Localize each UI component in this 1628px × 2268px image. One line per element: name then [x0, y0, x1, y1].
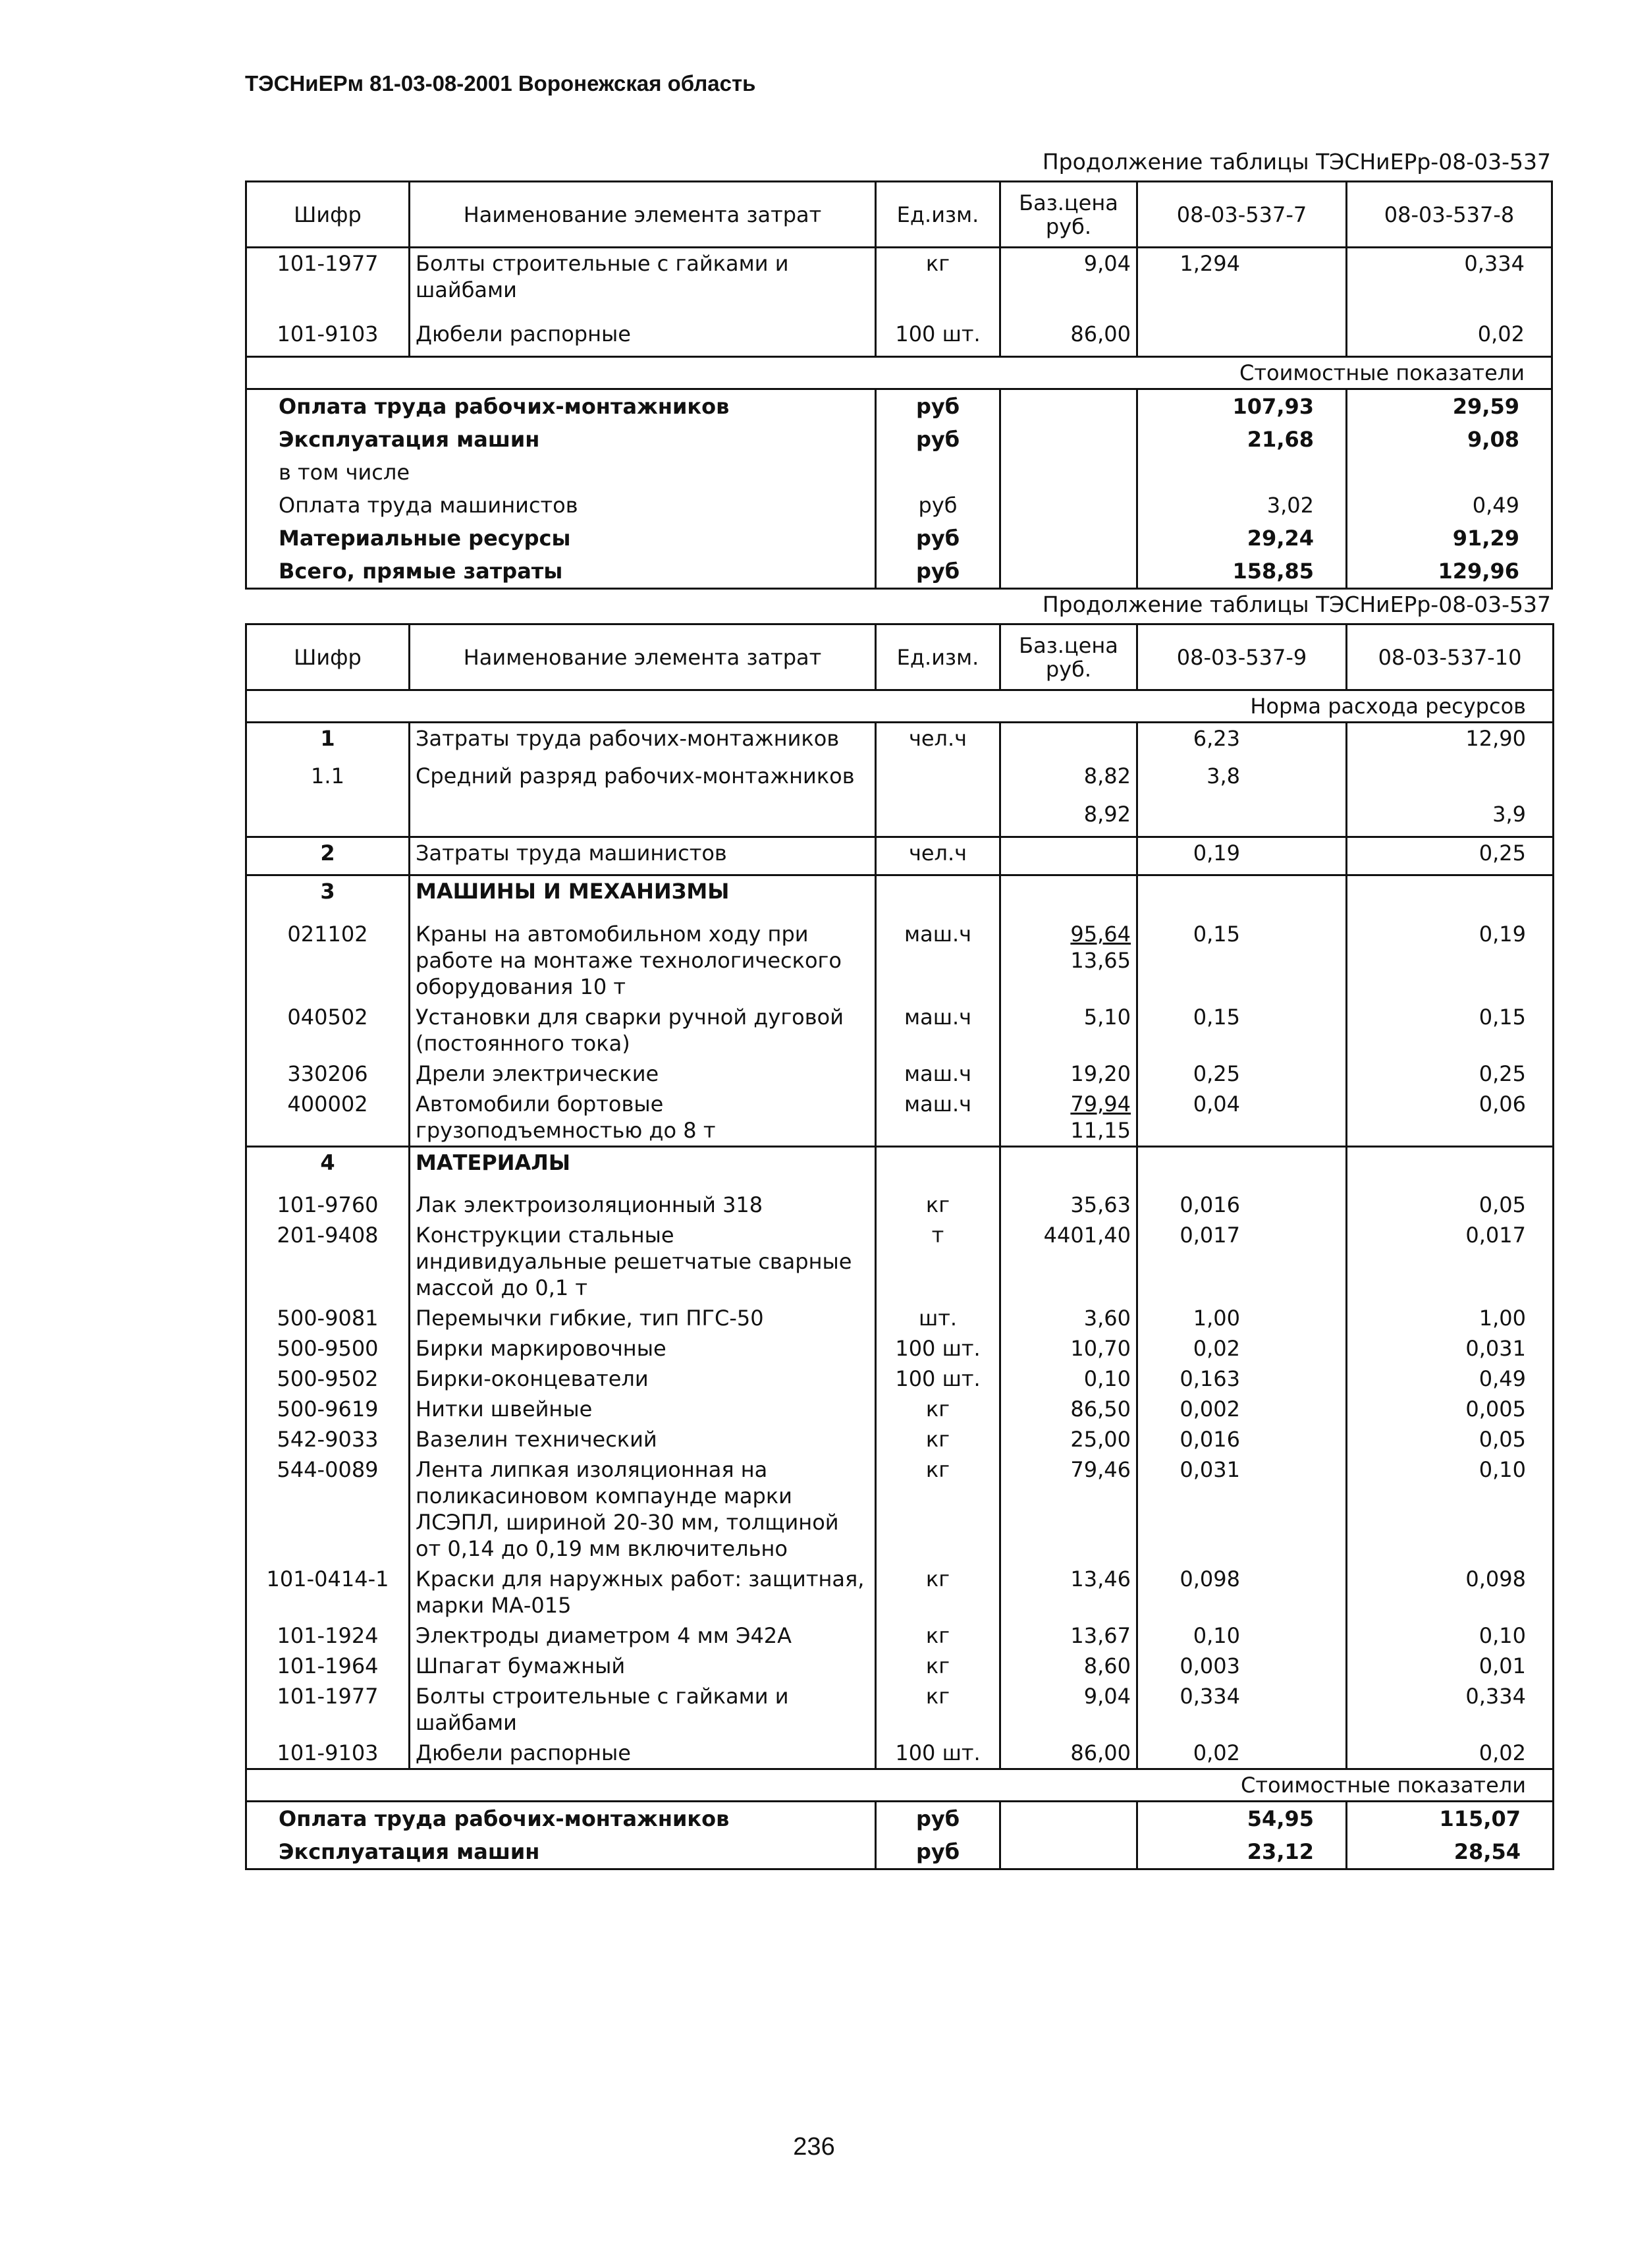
item-name: Шпагат бумажный — [410, 1651, 876, 1681]
header-col-10: 08-03-537-10 — [1347, 624, 1554, 690]
item-value-b: 0,06 — [1347, 1089, 1554, 1147]
item-name: Краны на автомобильном ходу при работе на монтаже технологического оборудования 10 т — [410, 919, 876, 1002]
item-value-b: 0,19 — [1347, 919, 1554, 1002]
item-unit: кг — [876, 1564, 1000, 1620]
section-price — [1000, 1146, 1137, 1190]
item-price: 9,04 — [1000, 1681, 1137, 1738]
summary-price — [1000, 1802, 1137, 1836]
header-col-9: 08-03-537-9 — [1137, 624, 1347, 690]
header-code: Шифр — [246, 182, 410, 248]
item-price: 10,70 — [1000, 1333, 1137, 1364]
item-code: 101-1964 — [246, 1651, 410, 1681]
table-row — [246, 1424, 1554, 1454]
summary-value-a: 3,02 — [1137, 489, 1347, 522]
header-code: Шифр — [246, 624, 410, 690]
item-price: 0,10 — [1000, 1364, 1137, 1394]
section-band-row — [246, 690, 1554, 723]
item-price: 8,92 — [1000, 799, 1137, 837]
table2 — [245, 623, 1554, 1870]
item-value-b: 0,15 — [1347, 1002, 1554, 1059]
summary-value-b: 28,54 — [1347, 1835, 1554, 1869]
item-price: 13,46 — [1000, 1564, 1137, 1620]
section-band-row — [246, 357, 1552, 389]
item-unit: шт. — [876, 1303, 1000, 1333]
item-value-a: 6,23 — [1137, 723, 1347, 761]
item-code: 021102 — [246, 919, 410, 1002]
summary-value-b: 0,49 — [1347, 489, 1552, 522]
item-unit: кг — [876, 1424, 1000, 1454]
item-code: 201-9408 — [246, 1220, 410, 1303]
table-row — [246, 1454, 1554, 1564]
item-value-a: 0,098 — [1137, 1564, 1347, 1620]
item-price-value: 5,10 — [1083, 1004, 1131, 1030]
item-name: Нитки швейные — [410, 1394, 876, 1424]
item-price: 25,00 — [1000, 1424, 1137, 1454]
section-header-row — [246, 875, 1554, 919]
item-name: Бирки маркировочные — [410, 1333, 876, 1364]
item-unit: т — [876, 1220, 1000, 1303]
item-value-b: 0,334 — [1347, 248, 1552, 319]
item-price-driver-wage: 13,65 — [1070, 947, 1131, 973]
section-value-a — [1137, 875, 1347, 919]
summary-value-b: 9,08 — [1347, 423, 1552, 456]
summary-unit: руб — [876, 1802, 1000, 1836]
item-value-b: 0,49 — [1347, 1364, 1554, 1394]
section-value-a — [1137, 1146, 1347, 1190]
summary-unit: руб — [876, 555, 1000, 589]
item-unit — [876, 799, 1000, 837]
section-value-b — [1347, 875, 1554, 919]
item-unit: кг — [876, 1620, 1000, 1651]
item-name — [410, 799, 876, 837]
table-row — [246, 1333, 1554, 1364]
summary-value-a: 158,85 — [1137, 555, 1347, 589]
document-header: ТЭСНиЕРм 81-03-08-2001 Воронежская область — [245, 71, 756, 96]
item-price-value: 95,64 — [1070, 921, 1131, 947]
summary-label: Оплата труда рабочих-монтажников — [246, 389, 876, 424]
summary-label: Оплата труда машинистов — [246, 489, 876, 522]
item-code: 400002 — [246, 1089, 410, 1147]
section-number: 4 — [246, 1146, 410, 1190]
item-value-a: 0,02 — [1137, 1333, 1347, 1364]
item-code: 101-0414-1 — [246, 1564, 410, 1620]
summary-label: Всего, прямые затраты — [246, 555, 876, 589]
summary-value-a: 21,68 — [1137, 423, 1347, 456]
table1 — [245, 180, 1553, 590]
table-row — [246, 761, 1554, 799]
item-value-a: 1,294 — [1137, 248, 1347, 319]
item-unit: кг — [876, 1681, 1000, 1738]
item-code: 542-9033 — [246, 1424, 410, 1454]
item-unit: маш.ч — [876, 1089, 1000, 1147]
summary-price — [1000, 423, 1137, 456]
item-value-a: 1,00 — [1137, 1303, 1347, 1333]
summary-value-a: 29,24 — [1137, 522, 1347, 555]
item-code: 500-9500 — [246, 1333, 410, 1364]
table-row — [246, 1002, 1554, 1059]
item-value-b: 0,05 — [1347, 1190, 1554, 1220]
item-unit: кг — [876, 1190, 1000, 1220]
summary-value-b: 115,07 — [1347, 1802, 1554, 1836]
item-name: Перемычки гибкие, тип ПГС-50 — [410, 1303, 876, 1333]
item-value-b: 3,9 — [1347, 799, 1554, 837]
item-name: Дюбели распорные — [410, 1738, 876, 1769]
table-row — [246, 1059, 1554, 1089]
item-unit: чел.ч — [876, 837, 1000, 875]
item-code: 101-1977 — [246, 248, 410, 319]
item-name: Краски для наружных работ: защитная, марки МА-015 — [410, 1564, 876, 1620]
item-value-a — [1137, 319, 1347, 357]
table-row — [246, 1651, 1554, 1681]
section-band-label: Стоимостные показатели — [246, 1769, 1554, 1802]
item-value-a: 0,002 — [1137, 1394, 1347, 1424]
item-value-a: 0,25 — [1137, 1059, 1347, 1089]
item-price: 35,63 — [1000, 1190, 1137, 1220]
summary-row — [246, 423, 1552, 456]
item-code: 500-9081 — [246, 1303, 410, 1333]
item-price-driver-wage: 11,15 — [1070, 1117, 1131, 1143]
item-code: 101-9103 — [246, 1738, 410, 1769]
item-price: 8,60 — [1000, 1651, 1137, 1681]
item-name: Болты строительные с гайками и шайбами — [410, 248, 876, 319]
item-price: 79,46 — [1000, 1454, 1137, 1564]
summary-row — [246, 389, 1552, 424]
item-price — [1000, 1059, 1137, 1089]
item-value-a: 0,02 — [1137, 1738, 1347, 1769]
item-price: 9,04 — [1000, 248, 1137, 319]
item-value-b: 0,334 — [1347, 1681, 1554, 1738]
item-code: 2 — [246, 837, 410, 875]
item-value-b: 0,02 — [1347, 319, 1552, 357]
item-name: Электроды диаметром 4 мм Э42А — [410, 1620, 876, 1651]
summary-value-a: 54,95 — [1137, 1802, 1347, 1836]
item-value-a: 0,017 — [1137, 1220, 1347, 1303]
item-value-a: 0,04 — [1137, 1089, 1347, 1147]
item-value-a: 0,19 — [1137, 837, 1347, 875]
table-row — [246, 1738, 1554, 1769]
summary-unit — [876, 456, 1000, 489]
summary-unit: руб — [876, 1835, 1000, 1869]
summary-price — [1000, 522, 1137, 555]
table-row — [246, 1220, 1554, 1303]
header-unit: Ед.изм. — [876, 624, 1000, 690]
summary-unit: руб — [876, 423, 1000, 456]
table-row — [246, 319, 1552, 357]
item-value-b: 0,05 — [1347, 1424, 1554, 1454]
item-value-b: 0,01 — [1347, 1651, 1554, 1681]
item-unit: кг — [876, 1394, 1000, 1424]
item-price: 13,67 — [1000, 1620, 1137, 1651]
item-name: Затраты труда рабочих-монтажников — [410, 723, 876, 761]
item-code — [246, 799, 410, 837]
summary-unit: руб — [876, 489, 1000, 522]
table-row — [246, 248, 1552, 319]
item-name: Конструкции стальные индивидуальные решетчатые сварные массой до 0,1 т — [410, 1220, 876, 1303]
summary-value-b: 129,96 — [1347, 555, 1552, 589]
page-number: 236 — [793, 2133, 835, 2161]
item-unit — [876, 761, 1000, 799]
summary-row — [246, 522, 1552, 555]
item-price — [1000, 1002, 1137, 1059]
table-row — [246, 1364, 1554, 1394]
table-row — [246, 723, 1554, 761]
section-number: 3 — [246, 875, 410, 919]
item-value-b: 0,10 — [1347, 1620, 1554, 1651]
item-name: Болты строительные с гайками и шайбами — [410, 1681, 876, 1738]
item-name: Дюбели распорные — [410, 319, 876, 357]
table2-caption: Продолжение таблицы ТЭСНиЕРр-08-03-537 — [1042, 592, 1551, 617]
summary-label: Эксплуатация машин — [246, 1835, 876, 1869]
table-row — [246, 1564, 1554, 1620]
section-title: МАШИНЫ И МЕХАНИЗМЫ — [410, 875, 876, 919]
item-value-b: 1,00 — [1347, 1303, 1554, 1333]
summary-unit: руб — [876, 389, 1000, 424]
item-name: Вазелин технический — [410, 1424, 876, 1454]
item-unit: кг — [876, 1651, 1000, 1681]
item-code: 500-9502 — [246, 1364, 410, 1394]
section-title: МАТЕРИАЛЫ — [410, 1146, 876, 1190]
section-unit — [876, 875, 1000, 919]
item-price: 4401,40 — [1000, 1220, 1137, 1303]
summary-value-b: 29,59 — [1347, 389, 1552, 424]
table-row — [246, 1089, 1554, 1147]
header-unit: Ед.изм. — [876, 182, 1000, 248]
header-price: Баз.цена руб. — [1000, 182, 1137, 248]
item-price — [1000, 723, 1137, 761]
item-code: 500-9619 — [246, 1394, 410, 1424]
item-value-b: 12,90 — [1347, 723, 1554, 761]
header-col-8: 08-03-537-8 — [1347, 182, 1552, 248]
summary-row — [246, 1802, 1554, 1836]
item-code: 101-1924 — [246, 1620, 410, 1651]
summary-label: Оплата труда рабочих-монтажников — [246, 1802, 876, 1836]
item-name: Лента липкая изоляционная на поликасиновом компаунде марки ЛСЭПЛ, шириной 20-30 мм, толщиной от 0,14 до 0,19 мм включительно — [410, 1454, 876, 1564]
section-band-label: Норма расхода ресурсов — [246, 690, 1554, 723]
summary-value-a — [1137, 456, 1347, 489]
item-value-a: 0,016 — [1137, 1190, 1347, 1220]
summary-value-a: 23,12 — [1137, 1835, 1347, 1869]
summary-value-a: 107,93 — [1137, 389, 1347, 424]
item-unit: кг — [876, 248, 1000, 319]
item-value-a: 0,031 — [1137, 1454, 1347, 1564]
item-unit: 100 шт. — [876, 1364, 1000, 1394]
item-value-a: 0,15 — [1137, 1002, 1347, 1059]
summary-row — [246, 489, 1552, 522]
summary-label: Эксплуатация машин — [246, 423, 876, 456]
item-value-a: 0,003 — [1137, 1651, 1347, 1681]
item-code: 544-0089 — [246, 1454, 410, 1564]
table-row — [246, 1190, 1554, 1220]
summary-label: в том числе — [246, 456, 876, 489]
header-name: Наименование элемента затрат — [410, 624, 876, 690]
header-name: Наименование элемента затрат — [410, 182, 876, 248]
item-price: 86,00 — [1000, 319, 1137, 357]
item-value-b — [1347, 761, 1554, 799]
table-row — [246, 919, 1554, 1002]
item-code: 101-9760 — [246, 1190, 410, 1220]
item-unit: 100 шт. — [876, 1333, 1000, 1364]
section-unit — [876, 1146, 1000, 1190]
summary-price — [1000, 389, 1137, 424]
item-name: Дрели электрические — [410, 1059, 876, 1089]
summary-value-b — [1347, 456, 1552, 489]
item-value-a: 0,163 — [1137, 1364, 1347, 1394]
item-code: 101-1977 — [246, 1681, 410, 1738]
item-code: 101-9103 — [246, 319, 410, 357]
table-row — [246, 1303, 1554, 1333]
item-value-a: 0,10 — [1137, 1620, 1347, 1651]
item-price-value: 19,20 — [1070, 1061, 1131, 1086]
item-unit: кг — [876, 1454, 1000, 1564]
item-unit: маш.ч — [876, 919, 1000, 1002]
item-unit: 100 шт. — [876, 319, 1000, 357]
table-row — [246, 1681, 1554, 1738]
section-value-b — [1347, 1146, 1554, 1190]
item-value-a — [1137, 799, 1347, 837]
table-row — [246, 1394, 1554, 1424]
item-unit: маш.ч — [876, 1059, 1000, 1089]
item-price — [1000, 1089, 1137, 1147]
item-name: Автомобили бортовые грузоподъемностью до 8 т — [410, 1089, 876, 1147]
header-price: Баз.цена руб. — [1000, 624, 1137, 690]
item-value-a: 0,016 — [1137, 1424, 1347, 1454]
item-price — [1000, 919, 1137, 1002]
summary-price — [1000, 555, 1137, 589]
item-unit: 100 шт. — [876, 1738, 1000, 1769]
item-value-b: 0,005 — [1347, 1394, 1554, 1424]
item-unit: чел.ч — [876, 723, 1000, 761]
item-price: 8,82 — [1000, 761, 1137, 799]
item-value-a: 0,15 — [1137, 919, 1347, 1002]
table-row — [246, 837, 1554, 875]
item-value-b: 0,25 — [1347, 1059, 1554, 1089]
item-code: 040502 — [246, 1002, 410, 1059]
summary-value-b: 91,29 — [1347, 522, 1552, 555]
section-price — [1000, 875, 1137, 919]
summary-unit: руб — [876, 522, 1000, 555]
item-value-b: 0,25 — [1347, 837, 1554, 875]
table-row — [246, 1620, 1554, 1651]
item-code: 1.1 — [246, 761, 410, 799]
table1-caption: Продолжение таблицы ТЭСНиЕРр-08-03-537 — [1042, 149, 1551, 175]
item-value-a: 0,334 — [1137, 1681, 1347, 1738]
item-value-b: 0,10 — [1347, 1454, 1554, 1564]
item-price — [1000, 837, 1137, 875]
header-col-7: 08-03-537-7 — [1137, 182, 1347, 248]
item-code: 330206 — [246, 1059, 410, 1089]
section-band-label: Стоимостные показатели — [246, 357, 1552, 389]
item-value-b: 0,02 — [1347, 1738, 1554, 1769]
item-name: Затраты труда машинистов — [410, 837, 876, 875]
item-code: 1 — [246, 723, 410, 761]
item-price: 86,00 — [1000, 1738, 1137, 1769]
section-header-row — [246, 1146, 1554, 1190]
item-name: Установки для сварки ручной дуговой (постоянного тока) — [410, 1002, 876, 1059]
summary-price — [1000, 1835, 1137, 1869]
summary-label: Материальные ресурсы — [246, 522, 876, 555]
item-name: Бирки-оконцеватели — [410, 1364, 876, 1394]
item-price: 86,50 — [1000, 1394, 1137, 1424]
item-name: Лак электроизоляционный 318 — [410, 1190, 876, 1220]
summary-row — [246, 1835, 1554, 1869]
summary-price — [1000, 456, 1137, 489]
table-row — [246, 799, 1554, 837]
item-unit: маш.ч — [876, 1002, 1000, 1059]
item-value-a: 3,8 — [1137, 761, 1347, 799]
section-band-row — [246, 1769, 1554, 1802]
item-name: Средний разряд рабочих-монтажников — [410, 761, 876, 799]
summary-row — [246, 555, 1552, 589]
summary-price — [1000, 489, 1137, 522]
item-value-b: 0,031 — [1347, 1333, 1554, 1364]
item-value-b: 0,098 — [1347, 1564, 1554, 1620]
item-price-value: 79,94 — [1070, 1091, 1131, 1117]
item-price: 3,60 — [1000, 1303, 1137, 1333]
summary-row — [246, 456, 1552, 489]
item-value-b: 0,017 — [1347, 1220, 1554, 1303]
